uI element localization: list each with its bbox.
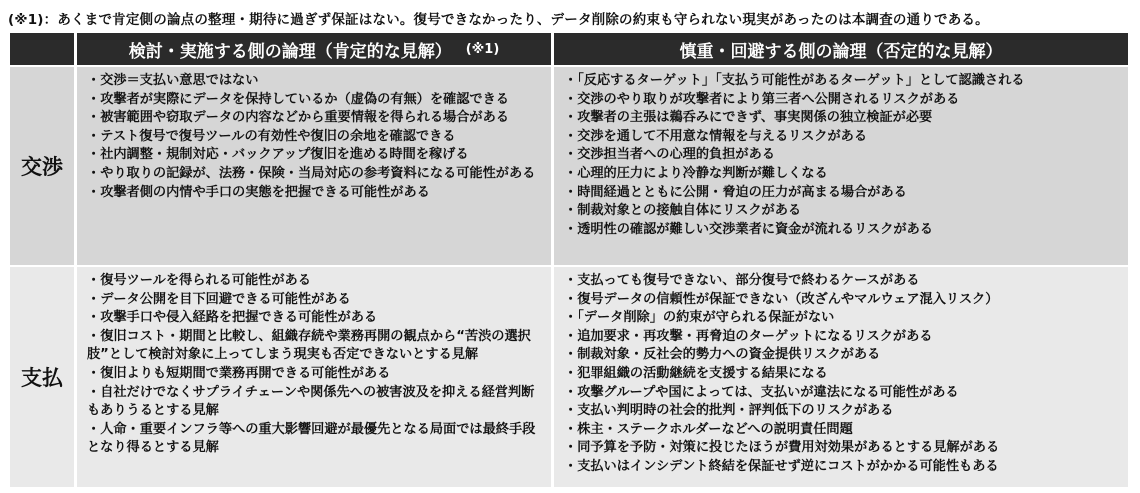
negotiation-negative-cell <box>554 67 1128 265</box>
header-positive-note-ref: (※1) <box>465 41 500 57</box>
bullet-item: ・ 支払い判明時の社会的批判・評判低下のリスクがある <box>564 402 1122 421</box>
bullet-item: ・ 自社だけでなくサプライチェーンや関係先への被害波及を抑える経営判断もありうるとする見解 <box>87 384 545 421</box>
bullet-item: ・ 「データ削除」の約束が守られる保証がない <box>564 309 1122 328</box>
negotiation-positive-list <box>87 72 545 202</box>
bullet-item: ・ 「反応するターゲット」「支払う可能性があるターゲット」として認識される <box>564 72 1122 91</box>
bullet-item: ・ 攻撃者側の内情や手口の実態を把握できる可能性がある <box>87 184 545 203</box>
negotiation-positive-cell <box>77 67 551 265</box>
bullet-item: ・ 復旧コスト・期間と比較し、組織存続や業務再開の観点から“苦渋の選択肢”として検討対象に上ってしまう現実も否定できないとする見解 <box>87 328 545 365</box>
payment-negative-list <box>564 272 1122 477</box>
row-label-negotiation: 交渉 <box>10 67 74 265</box>
bullet-item: ・ 時間経過とともに公開・脅迫の圧力が高まる場合がある <box>564 184 1122 203</box>
bullet-item: ・ 支払いはインシデント終結を保証せず逆にコストがかかる可能性もある <box>564 458 1122 477</box>
negotiation-negative-list <box>564 72 1122 239</box>
header-negative: 慎重・回避する側の論理（否定的な見解） <box>554 33 1128 65</box>
header-positive-label: 検討・実施する側の論理（肯定的な見解） <box>128 41 452 62</box>
payment-positive-list <box>87 272 545 458</box>
bullet-item: ・ 被害範囲や窃取データの内容などから重要情報を得られる場合がある <box>87 109 545 128</box>
bullet-item: ・ 株主・ステークホルダーなどへの説明責任問題 <box>564 421 1122 440</box>
footnote: (※1)：あくまで肯定側の論点の整理・期待に過ぎず保証はない。復号できなかったり、データ削除の約束も守られない現実があったのは本調査の通りである。 <box>8 12 989 28</box>
bullet-item: ・ 復号ツールを得られる可能性がある <box>87 272 545 291</box>
bullet-item: ・ 人命・重要インフラ等への重大影響回避が最優先となる局面では最終手段となり得るとする見解 <box>87 421 545 458</box>
bullet-item: ・ 追加要求・再攻撃・再脅迫のターゲットになるリスクがある <box>564 328 1122 347</box>
bullet-item: ・ テスト復号で復号ツールの有効性や復旧の余地を確認できる <box>87 128 545 147</box>
bullet-item: ・ やり取りの記録が、法務・保険・当局対応の参考資料になる可能性がある <box>87 165 545 184</box>
bullet-item: ・ 制裁対象との接触自体にリスクがある <box>564 202 1122 221</box>
bullet-item: ・ 透明性の確認が難しい交渉業者に資金が流れるリスクがある <box>564 221 1122 240</box>
bullet-item: ・ 同予算を予防・対策に投じたほうが費用対効果があるとする見解がある <box>564 439 1122 458</box>
header-positive <box>77 33 551 65</box>
row-label-payment: 支払 <box>10 267 74 487</box>
bullet-item: ・ 社内調整・規制対応・バックアップ復旧を進める時間を稼げる <box>87 146 545 165</box>
bullet-item: ・ 心理的圧力により冷静な判断が難しくなる <box>564 165 1122 184</box>
comparison-table <box>10 33 1128 487</box>
bullet-item: ・ 復号データの信頼性が保証できない（改ざんやマルウェア混入リスク） <box>564 291 1122 310</box>
payment-negative-cell <box>554 267 1128 487</box>
bullet-item: ・ 攻撃者の主張は鵜呑みにできず、事実関係の独立検証が必要 <box>564 109 1122 128</box>
bullet-item: ・ 復旧よりも短期間で業務再開できる可能性がある <box>87 365 545 384</box>
bullet-item: ・ 犯罪組織の活動継続を支援する結果になる <box>564 365 1122 384</box>
bullet-item: ・ 交渉担当者への心理的負担がある <box>564 146 1122 165</box>
bullet-item: ・ 支払っても復号できない、部分復号で終わるケースがある <box>564 272 1122 291</box>
bullet-item: ・ データ公開を目下回避できる可能性がある <box>87 291 545 310</box>
payment-positive-cell <box>77 267 551 487</box>
bullet-item: ・ 攻撃手口や侵入経路を把握できる可能性がある <box>87 309 545 328</box>
header-corner <box>10 33 74 65</box>
bullet-item: ・ 制裁対象・反社会的勢力への資金提供リスクがある <box>564 346 1122 365</box>
bullet-item: ・ 攻撃グループや国によっては、支払いが違法になる可能性がある <box>564 384 1122 403</box>
bullet-item: ・ 攻撃者が実際にデータを保持しているか（虚偽の有無）を確認できる <box>87 91 545 110</box>
bullet-item: ・ 交渉のやり取りが攻撃者により第三者へ公開されるリスクがある <box>564 91 1122 110</box>
bullet-item: ・ 交渉＝支払い意思ではない <box>87 72 545 91</box>
bullet-item: ・ 交渉を通して不用意な情報を与えるリスクがある <box>564 128 1122 147</box>
